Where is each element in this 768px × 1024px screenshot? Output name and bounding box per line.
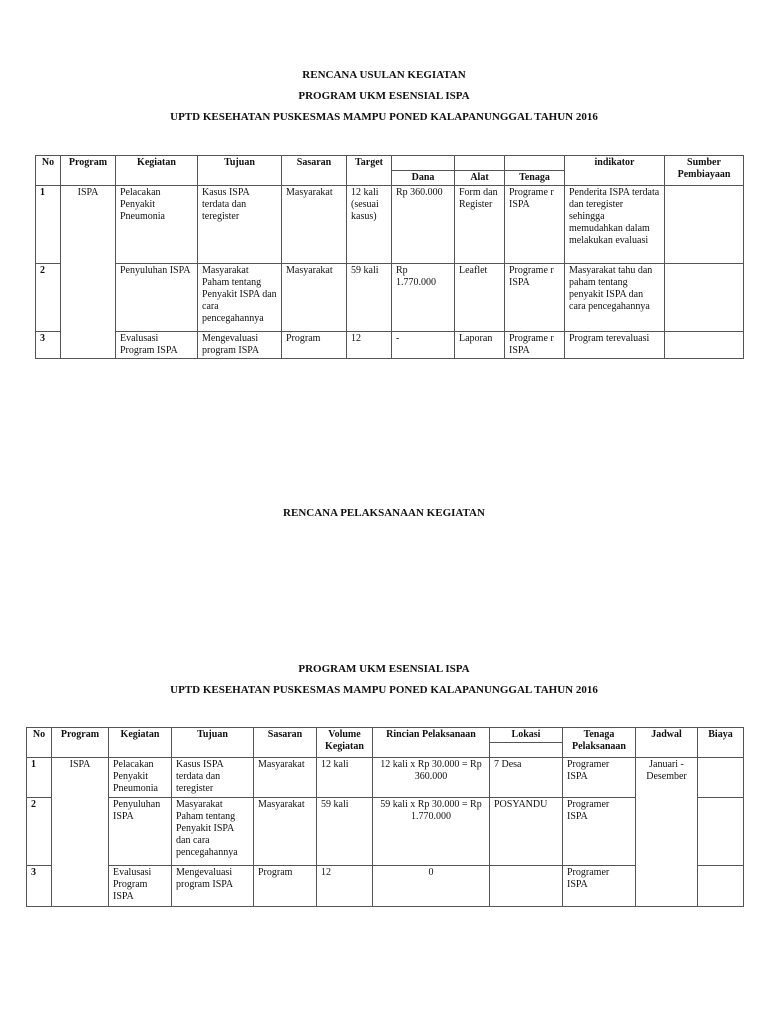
row-kegiatan: Evalusasi Program ISPA	[116, 332, 198, 359]
row-lokasi: POSYANDU	[490, 798, 563, 866]
row-alat: Laporan	[455, 332, 505, 359]
row-jadwal: Januari - Desember	[636, 758, 698, 907]
row-sasaran: Program	[282, 332, 347, 359]
header-no: No	[36, 156, 61, 186]
row-dana: -	[392, 332, 455, 359]
row-rincian: 59 kali x Rp 30.000 = Rp 1.770.000	[373, 798, 490, 866]
header-alat: Alat	[455, 171, 505, 186]
row-tenaga: Programe r ISPA	[505, 186, 565, 264]
header-sasaran: Sasaran	[282, 156, 347, 186]
row-kegiatan: Penyuluhan ISPA	[116, 264, 198, 332]
row-biaya	[698, 758, 744, 798]
table-row	[27, 758, 744, 798]
header-blank	[392, 156, 455, 171]
row-alat: Form dan Register	[455, 186, 505, 264]
row-tujuan: Mengevaluasi program ISPA	[198, 332, 282, 359]
row-volume: 12 kali	[317, 758, 373, 798]
row-sasaran: Masyarakat	[282, 186, 347, 264]
header-sumber: Sumber Pembiayaan	[665, 156, 744, 186]
plan2-title: RENCANA PELAKSANAAN KEGIATAN	[283, 507, 485, 519]
row-tujuan: Masyarakat Paham tentang Penyakit ISPA dan cara pencegahannya	[172, 798, 254, 866]
row-sumber	[665, 264, 744, 332]
header-volume: Volume Kegiatan	[317, 728, 373, 758]
row-kegiatan: Penyuluhan ISPA	[109, 798, 172, 866]
header-indikator: indikator	[565, 156, 665, 186]
row-sasaran: Program	[254, 866, 317, 907]
header-target: Target	[347, 156, 392, 186]
row-tujuan: Kasus ISPA terdata dan teregister	[172, 758, 254, 798]
header-sasaran: Sasaran	[254, 728, 317, 758]
row-dana: Rp 1.770.000	[392, 264, 455, 332]
row-sasaran: Masyarakat	[282, 264, 347, 332]
row-tenaga: Programer ISPA	[563, 866, 636, 907]
row-program: ISPA	[61, 186, 116, 359]
header-dana: Dana	[392, 171, 455, 186]
row-rincian: 0	[373, 866, 490, 907]
header-blank	[455, 156, 505, 171]
header-kegiatan: Kegiatan	[109, 728, 172, 758]
plan1-title: RENCANA USULAN KEGIATAN	[302, 69, 466, 81]
plan1-subtitle-2: UPTD KESEHATAN PUSKESMAS MAMPU PONED KALAPANUNGGAL TAHUN 2016	[170, 111, 598, 123]
row-biaya	[698, 798, 744, 866]
row-program: ISPA	[52, 758, 109, 907]
header-jadwal: Jadwal	[636, 728, 698, 758]
row-tenaga: Programer ISPA	[563, 798, 636, 866]
plan1-header-row	[36, 156, 744, 171]
header-kegiatan: Kegiatan	[116, 156, 198, 186]
row-tujuan: Masyarakat Paham tentang Penyakit ISPA dan cara pencegahannya	[198, 264, 282, 332]
header-lokasi: Lokasi	[490, 728, 563, 743]
header-tenaga: Tenaga Pelaksanaan	[563, 728, 636, 758]
row-target: 59 kali	[347, 264, 392, 332]
header-program: Program	[52, 728, 109, 758]
header-rincian: Rincian Pelaksanaan	[373, 728, 490, 758]
row-target: 12	[347, 332, 392, 359]
row-indikator: Program terevaluasi	[565, 332, 665, 359]
row-no: 1	[27, 758, 52, 798]
row-no: 1	[36, 186, 61, 264]
row-tenaga: Programe r ISPA	[505, 264, 565, 332]
plan2-table	[26, 727, 744, 907]
table-row	[36, 264, 744, 332]
row-rincian: 12 kali x Rp 30.000 = Rp 360.000	[373, 758, 490, 798]
plan2-subtitle-2: UPTD KESEHATAN PUSKESMAS MAMPU PONED KALAPANUNGGAL TAHUN 2016	[170, 684, 598, 696]
plan2-subtitle: PROGRAM UKM ESENSIAL ISPA	[298, 663, 470, 675]
row-sumber	[665, 186, 744, 264]
row-tujuan: Kasus ISPA terdata dan teregister	[198, 186, 282, 264]
row-tujuan: Mengevaluasi program ISPA	[172, 866, 254, 907]
row-indikator: Masyarakat tahu dan paham tentang penyakit ISPA dan cara pencegahannya	[565, 264, 665, 332]
row-no: 2	[27, 798, 52, 866]
header-blank	[505, 156, 565, 171]
row-volume: 12	[317, 866, 373, 907]
header-tujuan: Tujuan	[198, 156, 282, 186]
row-target: 12 kali (sesuai kasus)	[347, 186, 392, 264]
row-sumber	[665, 332, 744, 359]
header-biaya: Biaya	[698, 728, 744, 758]
row-kegiatan: Evalusasi Program ISPA	[109, 866, 172, 907]
row-no: 2	[36, 264, 61, 332]
row-lokasi	[490, 866, 563, 907]
row-dana: Rp 360.000	[392, 186, 455, 264]
row-volume: 59 kali	[317, 798, 373, 866]
row-no: 3	[36, 332, 61, 359]
row-tenaga: Programer ISPA	[563, 758, 636, 798]
row-no: 3	[27, 866, 52, 907]
row-tenaga: Programe r ISPA	[505, 332, 565, 359]
plan2-header-row	[27, 728, 744, 743]
header-blank	[490, 743, 563, 758]
row-alat: Leaflet	[455, 264, 505, 332]
row-kegiatan: Pelacakan Penyakit Pneumonia	[109, 758, 172, 798]
header-tenaga: Tenaga	[505, 171, 565, 186]
row-biaya	[698, 866, 744, 907]
table-row	[36, 186, 744, 264]
table-row	[36, 332, 744, 359]
header-program: Program	[61, 156, 116, 186]
row-sasaran: Masyarakat	[254, 758, 317, 798]
row-indikator: Penderita ISPA terdata dan teregister sehingga memudahkan dalam melakukan evaluasi	[565, 186, 665, 264]
header-tujuan: Tujuan	[172, 728, 254, 758]
row-kegiatan: Pelacakan Penyakit Pneumonia	[116, 186, 198, 264]
row-sasaran: Masyarakat	[254, 798, 317, 866]
plan1-table	[35, 155, 744, 359]
row-lokasi: 7 Desa	[490, 758, 563, 798]
header-no: No	[27, 728, 52, 758]
plan1-subtitle: PROGRAM UKM ESENSIAL ISPA	[298, 90, 470, 102]
